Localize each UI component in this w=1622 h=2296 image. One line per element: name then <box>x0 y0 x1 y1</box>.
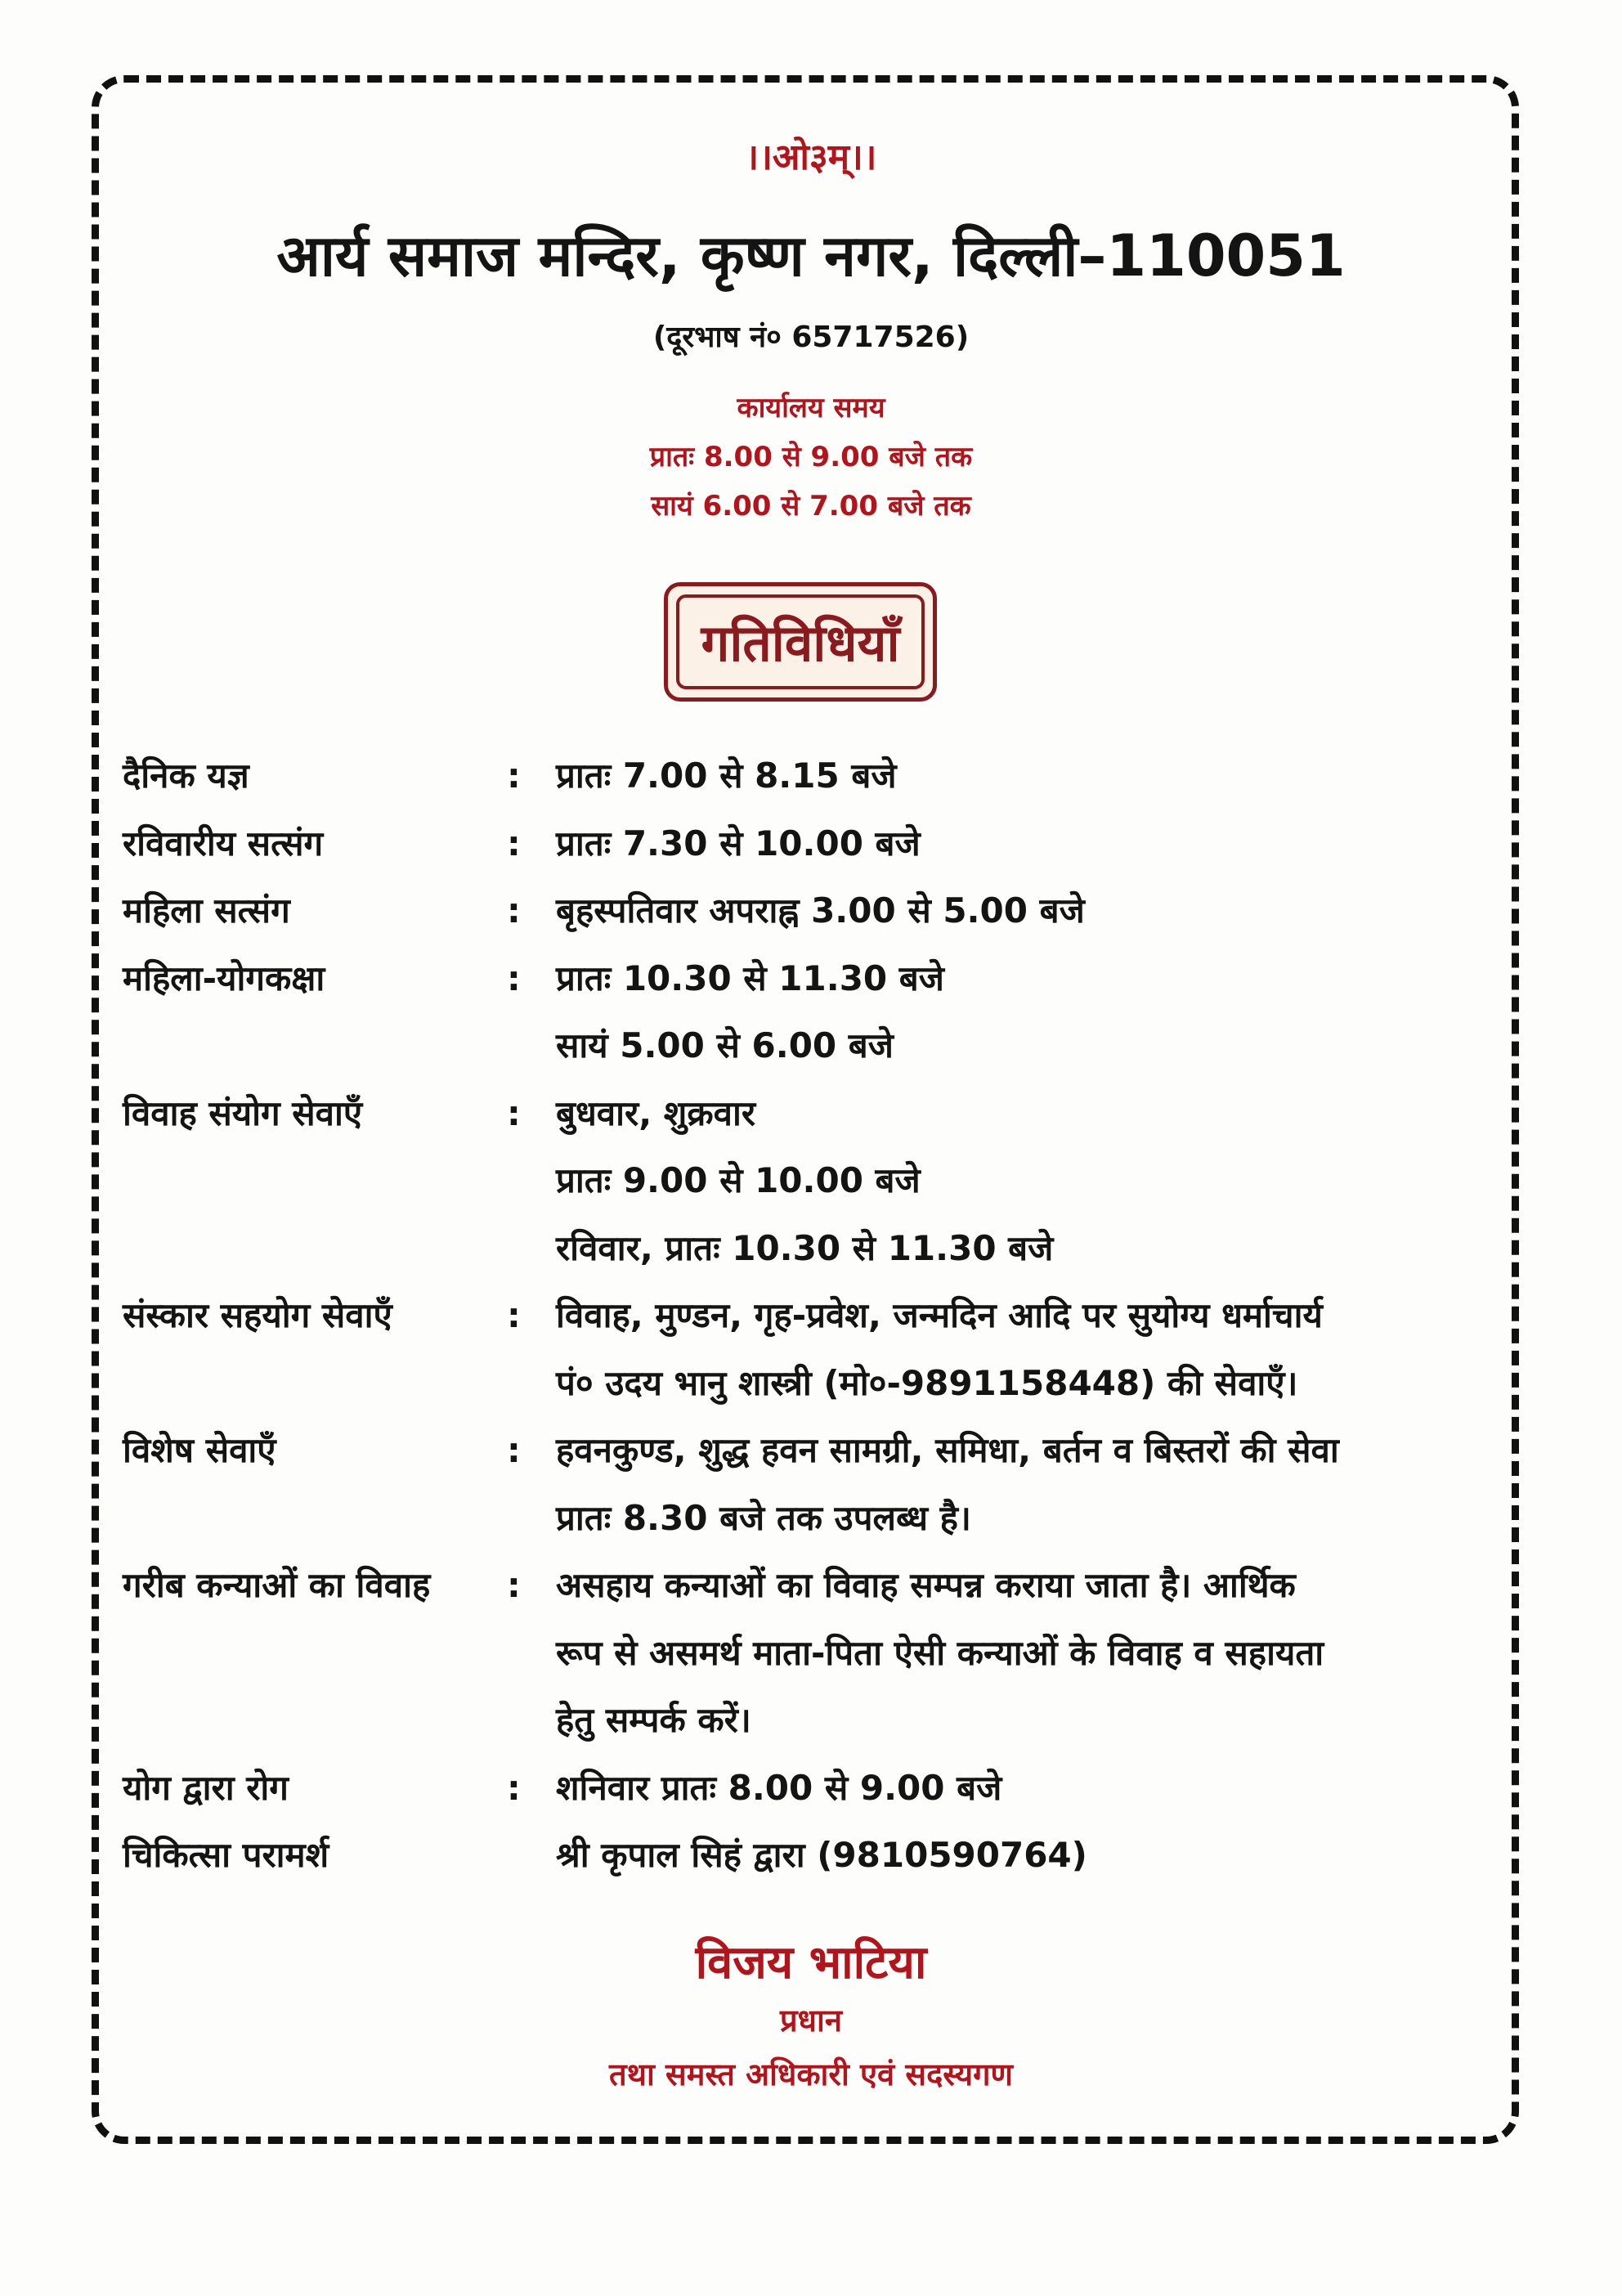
activity-value: असहाय कन्याओं का विवाह सम्पन्न कराया जाता है। आर्थिक <box>556 1565 1296 1605</box>
activity-value: बृहस्पतिवार अपराह्न 3.00 से 5.00 बजे <box>556 890 1085 931</box>
activity-value: प्रातः 10.30 से 11.30 बजे <box>556 957 944 998</box>
activity-row <box>123 1282 1521 1349</box>
activity-label: गरीब कन्याओं का विवाह <box>123 1565 431 1605</box>
activity-value: प्रातः 9.00 से 10.00 बजे <box>556 1160 921 1200</box>
activity-row <box>123 1080 1521 1147</box>
page-title: आर्य समाज मन्दिर, कृष्ण नगर, दिल्ली–110051 <box>276 222 1346 289</box>
signatory-members: तथा समस्त अधिकारी एवं सदस्यगण <box>609 2056 1013 2092</box>
activity-value: शनिवार प्रातः 8.00 से 9.00 बजे <box>556 1767 1002 1808</box>
activity-colon: : <box>507 957 521 998</box>
activity-colon: : <box>507 1767 521 1808</box>
activity-label: संस्कार सहयोग सेवाएँ <box>123 1295 392 1335</box>
activity-label: महिला-योगकक्षा <box>123 957 325 998</box>
activity-row <box>123 1485 1521 1552</box>
activity-label: योग द्वारा रोग <box>123 1767 289 1808</box>
activity-row <box>123 1417 1521 1484</box>
activity-value: विवाह, मुण्डन, गृह-प्रवेश, जन्मदिन आदि पर सुयोग्य धर्माचार्य <box>556 1295 1323 1335</box>
activity-colon: : <box>507 890 521 931</box>
activity-value: रविवार, प्रातः 10.30 से 11.30 बजे <box>556 1227 1054 1268</box>
activity-colon: : <box>507 1092 521 1133</box>
activity-value: हेतु सम्पर्क करें। <box>556 1700 751 1740</box>
activity-row <box>123 1012 1521 1079</box>
activity-label: रविवारीय सत्संग <box>123 823 324 863</box>
activity-value: हवनकुण्ड, शुद्ध हवन सामग्री, समिधा, बर्तन व बिस्तरों की सेवा <box>556 1430 1339 1470</box>
activity-label: महिला सत्संग <box>123 890 290 931</box>
activity-value: प्रातः 8.30 बजे तक उपलब्ध है। <box>556 1497 971 1538</box>
activity-colon: : <box>507 1295 521 1335</box>
activity-row <box>123 810 1521 877</box>
activity-row <box>123 877 1521 944</box>
activity-value: रूप से असमर्थ माता-पिता ऐसी कन्याओं के विवाह व सहायता <box>556 1632 1324 1673</box>
activity-row <box>123 1350 1521 1417</box>
activity-value: प्रातः 7.30 से 10.00 बजे <box>556 823 921 863</box>
activity-row <box>123 1687 1521 1754</box>
activity-value: श्री कृपाल सिहं द्वारा (9810590764) <box>556 1835 1087 1875</box>
activity-label: दैनिक यज्ञ <box>123 756 249 796</box>
activity-label: विशेष सेवाएँ <box>123 1430 276 1470</box>
office-hours-morning: प्रातः 8.00 से 9.00 बजे तक <box>649 441 973 473</box>
activity-row <box>123 945 1521 1012</box>
activity-value: प्रातः 7.00 से 8.15 बजे <box>556 756 897 796</box>
signatory-name: विजय भाटिया <box>695 1936 927 1989</box>
activity-row <box>123 742 1521 809</box>
activity-label: चिकित्सा परामर्श <box>123 1835 329 1875</box>
activity-label: विवाह संयोग सेवाएँ <box>123 1092 363 1133</box>
signatory-role: प्रधान <box>780 2002 842 2038</box>
activity-colon: : <box>507 1430 521 1470</box>
activity-colon: : <box>507 823 521 863</box>
activity-row <box>123 1620 1521 1687</box>
activity-row <box>123 1755 1521 1822</box>
section-heading: गतिविधियाँ <box>676 594 925 689</box>
activity-colon: : <box>507 756 521 796</box>
office-hours-label: कार्यालय समय <box>737 392 885 424</box>
activity-row <box>123 1552 1521 1619</box>
activity-row <box>123 1822 1521 1889</box>
activity-row <box>123 1215 1521 1282</box>
activity-value: पं० उदय भानु शास्त्री (मो०-9891158448) की सेवाएँ। <box>556 1362 1298 1403</box>
activity-row <box>123 1147 1521 1214</box>
section-heading-box <box>664 582 937 702</box>
om-invocation: ।।ओ३म्।। <box>745 137 877 178</box>
activity-colon: : <box>507 1565 521 1605</box>
activity-value: सायं 5.00 से 6.00 बजे <box>556 1025 894 1065</box>
phone-number: (दूरभाष नं० 65717526) <box>652 321 970 354</box>
activity-value: बुधवार, शुक्रवार <box>556 1092 756 1133</box>
office-hours-evening: सायं 6.00 से 7.00 बजे तक <box>651 490 971 522</box>
